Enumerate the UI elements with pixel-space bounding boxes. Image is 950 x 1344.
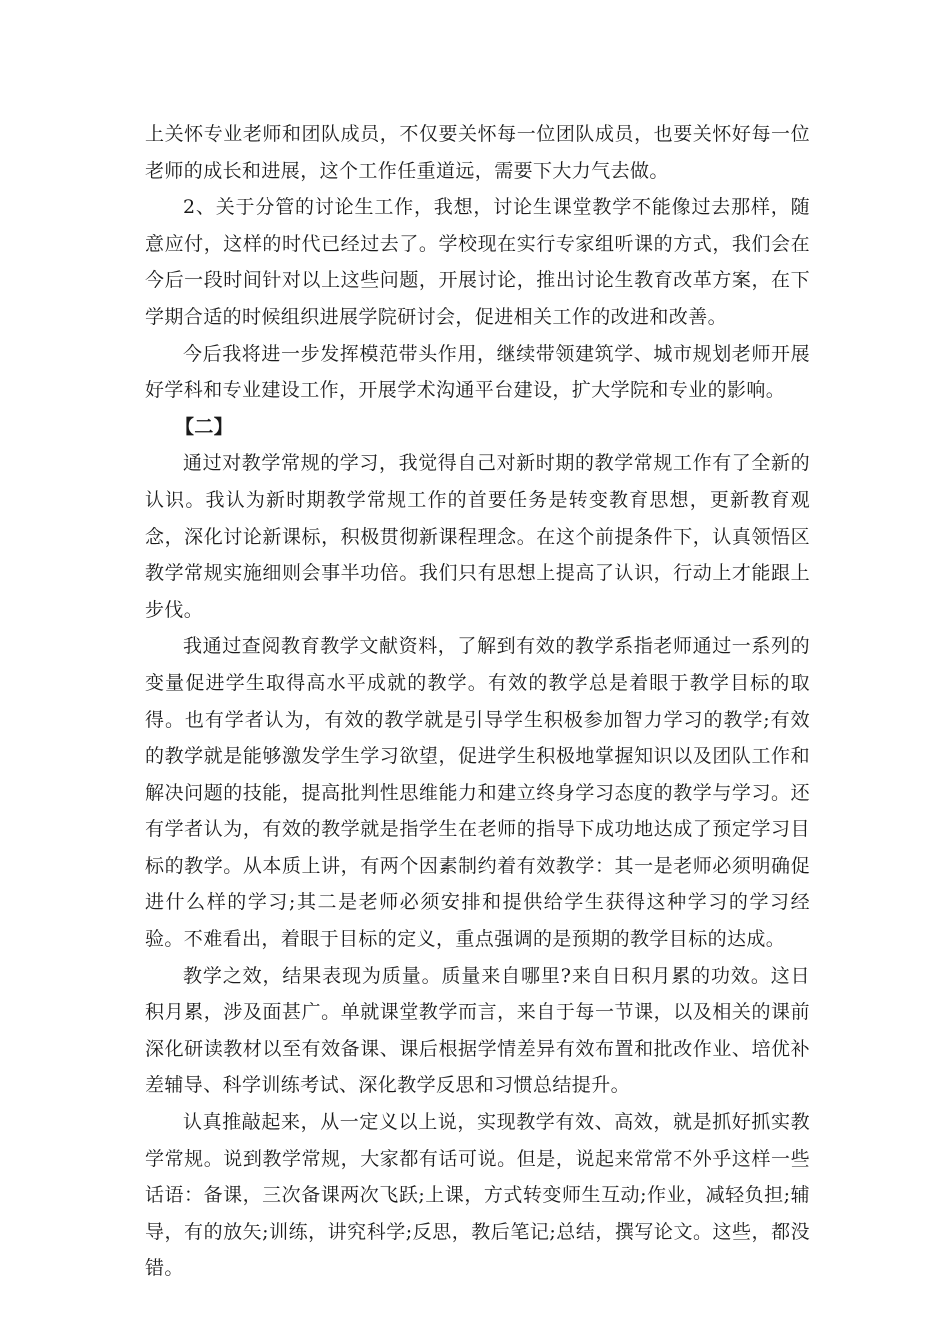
paragraph-effective-teaching: 我通过查阅教育教学文献资料，了解到有效的教学系指老师通过一系列的变量促进学生取得高水平成就的教学。有效的教学总是着眼于教学目标的取得。也有学者认为，有效的教学就是引导学生积极参加智力学习的教学;有效的教学就是能够激发学生学习欲望，促进学生积极地掌握知识以及团队工作和解决问题的技能，提高批判性思维能力和建立终身学习态度的教学与学习。还有学者认为，有效的教学就是指学生在老师的指导下成功地达成了预定学习目标的教学。从本质上讲，有两个因素制约着有效教学：其一是老师必须明确促进什么样的学习;其二是老师必须安排和提供给学生获得这种学习的学习经验。不难看出，着眼于目标的定义，重点强调的是预期的教学目标的达成。 [145,635,810,951]
paragraph-research-students: 2、关于分管的讨论生工作，我想，讨论生课堂教学不能像过去那样，随意应付，这样的时代已经过去了。学校现在实行专家组听课的方式，我们会在今后一段时间针对以上这些问题，开展讨论，推出讨论生教育改革方案，在下学期合适的时候组织进展学院研讨会，促进相关工作的改进和改善。 [145,196,810,328]
paragraph-continuation: 上关怀专业老师和团队成员，不仅要关怀每一位团队成员，也要关怀好每一位老师的成长和进展，这个工作任重道远，需要下大力气去做。 [145,123,810,182]
section-heading-two: 【二】 [175,415,234,438]
paragraph-teaching-routine: 通过对教学常规的学习，我觉得自己对新时期的教学常规工作有了全新的认识。我认为新时期教学常规工作的首要任务是转变教育思想，更新教育观念，深化讨论新课标，积极贯彻新课程理念。在这个前提条件下，认真领悟区教学常规实施细则会事半功倍。我们只有思想上提高了认识，行动上才能跟上步伐。 [145,452,810,621]
paragraph-teaching-quality: 教学之效，结果表现为质量。质量来自哪里?来自日积月累的功效。这日积月累，涉及面甚广。单就课堂教学而言，来自于每一节课，以及相关的课前深化研读教材以至有效备课、课后根据学情差异有效布置和批改作业、培优补差辅导、科学训练考试、深化教学反思和习惯总结提升。 [145,964,810,1097]
document-body [145,116,810,1287]
paragraph-routine-details: 认真推敲起来，从一定义以上说，实现教学有效、高效，就是抓好抓实教学常规。说到教学常规，大家都有话可说。但是，说起来常常不外乎这样一些话语：备课，三次备课两次飞跃;上课，方式转变师生互动;作业，减轻负担;辅导，有的放矢;训练，讲究科学;反思，教后笔记;总结，撰写论文。这些，都没错。 [145,1111,810,1280]
paragraph-future-plan: 今后我将进一步发挥模范带头作用，继续带领建筑学、城市规划老师开展好学科和专业建设工作，开展学术沟通平台建设，扩大学院和专业的影响。 [145,342,810,402]
